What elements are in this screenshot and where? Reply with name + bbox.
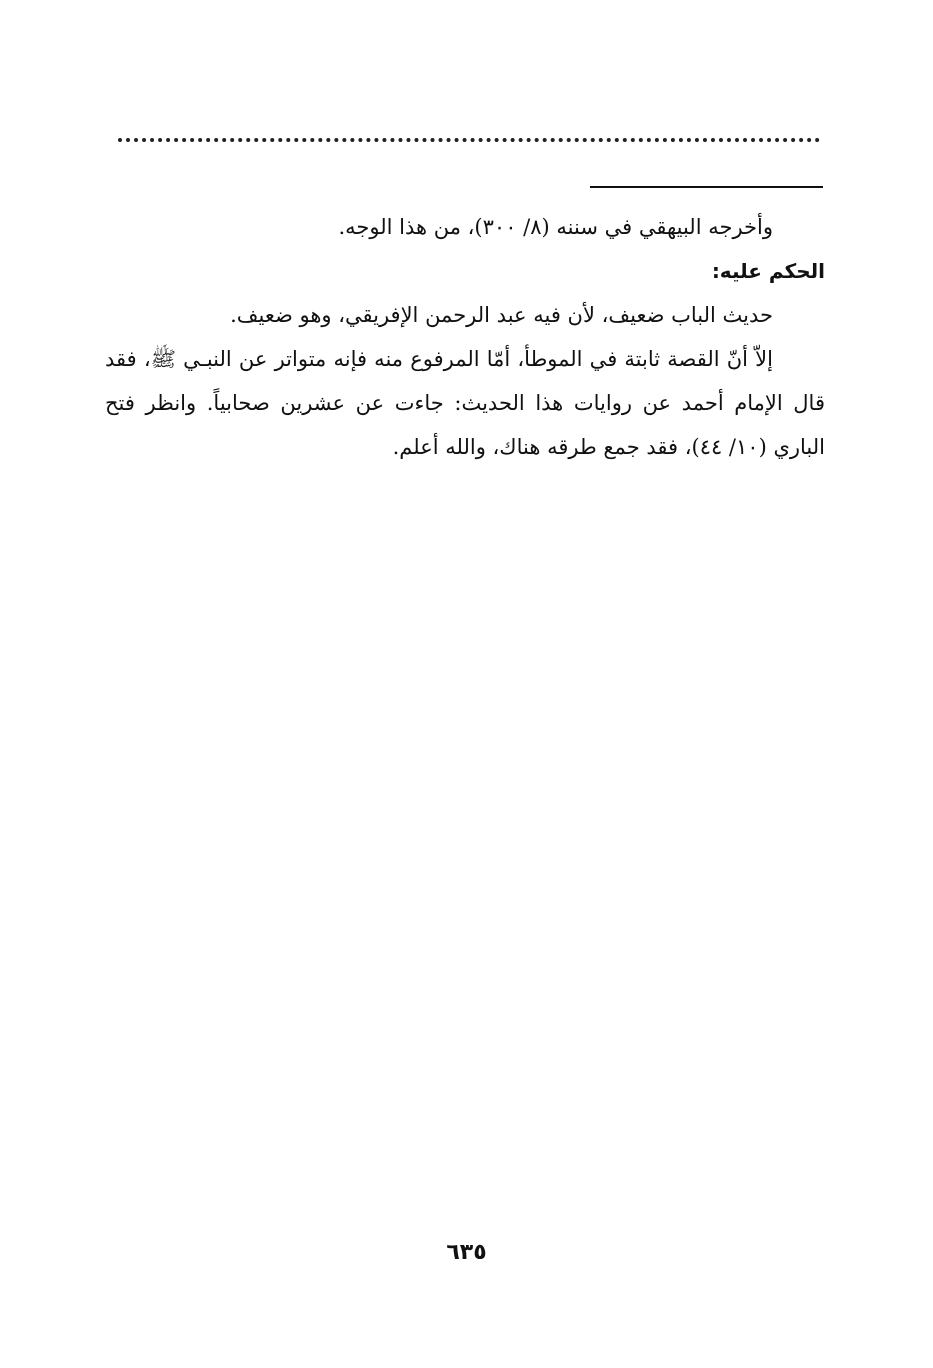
paragraph-2-line-2: قال الإمام أحمد عن روايات هذا الحديث: جاءت عن عشرين صحابياً. وانظر فتح — [105, 391, 825, 415]
text-block — [105, 205, 825, 469]
footnote-line: وأخرجه البيهقي في سننه (٨/ ٣٠٠)، من هذا الوجه. — [338, 215, 773, 239]
paragraph-2-line-1: إلاّ أنّ القصة ثابتة في الموطأ، أمّا المرفوع منه فإنه متواتر عن النبـي ﷺ، فقد — [105, 347, 773, 371]
section-heading: الحكم عليه: — [711, 259, 825, 283]
page-number: ٦٣٥ — [446, 1240, 487, 1265]
paragraph-1: حديث الباب ضعيف، لأن فيه عبد الرحمن الإفريقي، وهو ضعيف. — [230, 303, 773, 327]
dotted-separator — [118, 138, 820, 142]
footnote-rule — [590, 186, 823, 188]
paragraph-2-line-3: الباري (١٠/ ٤٤)، فقد جمع طرقه هناك، والله أعلم. — [392, 435, 825, 459]
